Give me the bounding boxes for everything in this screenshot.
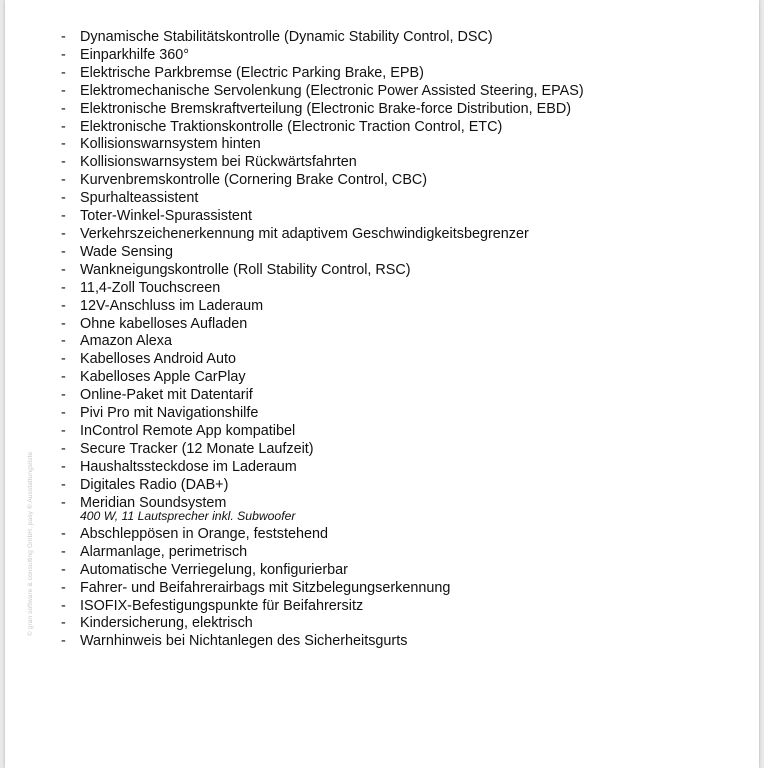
feature-label: Online-Paket mit Datentarif — [80, 387, 253, 404]
feature-list-item — [61, 262, 584, 280]
feature-label: Elektronische Traktionskontrolle (Electronic Traction Control, ETC) — [80, 118, 503, 135]
list-dash-marker: - — [61, 279, 66, 296]
feature-list-item — [61, 190, 584, 208]
feature-label: Automatische Verriegelung, konfigurierbar — [80, 561, 348, 578]
feature-label: Amazon Alexa — [80, 333, 172, 350]
feature-list-item — [61, 495, 584, 526]
list-dash-marker: - — [61, 543, 66, 560]
feature-list-item — [61, 83, 584, 101]
feature-list-item — [61, 477, 584, 495]
feature-label: Wade Sensing — [80, 243, 174, 260]
feature-label: Kindersicherung, elektrisch — [80, 615, 253, 632]
feature-list-item — [61, 633, 584, 651]
feature-list-item — [61, 333, 584, 351]
feature-list-item — [61, 154, 584, 172]
list-dash-marker: - — [61, 261, 66, 278]
feature-list-item — [61, 562, 584, 580]
feature-label: Elektromechanische Servolenkung (Electronic Power Assisted Steering, EPAS) — [80, 82, 584, 99]
list-dash-marker: - — [61, 476, 66, 493]
feature-label: Elektrische Parkbremse (Electric Parking Brake, EPB) — [80, 64, 424, 81]
feature-list-item — [61, 387, 584, 405]
list-dash-marker: - — [61, 440, 66, 457]
feature-list-item — [61, 598, 584, 616]
list-dash-marker: - — [61, 315, 66, 332]
feature-list-item — [61, 119, 584, 137]
feature-list-item — [61, 280, 584, 298]
feature-label: Einparkhilfe 360° — [80, 46, 189, 63]
list-dash-marker: - — [61, 422, 66, 439]
feature-list-item — [61, 208, 584, 226]
feature-label: Digitales Radio (DAB+) — [80, 476, 229, 493]
copyright-watermark: © gran software & consulting GmbH, pasy ® Ausstattungsliste — [27, 451, 34, 636]
list-dash-marker: - — [61, 100, 66, 117]
feature-label: Kabelloses Android Auto — [80, 351, 237, 368]
feature-list-item — [61, 423, 584, 441]
feature-list-item — [61, 441, 584, 459]
feature-list-item — [61, 226, 584, 244]
list-dash-marker: - — [61, 29, 66, 45]
feature-label: Kollisionswarnsystem bei Rückwärtsfahrten — [80, 154, 357, 171]
list-dash-marker: - — [61, 333, 66, 350]
feature-label: InControl Remote App kompatibel — [80, 422, 296, 439]
list-dash-marker: - — [61, 136, 66, 153]
feature-label: Haushaltssteckdose im Laderaum — [80, 458, 297, 475]
list-dash-marker: - — [61, 118, 66, 135]
feature-label: Elektronische Bremskraftverteilung (Electronic Brake-force Distribution, EBD) — [80, 100, 572, 117]
list-dash-marker: - — [61, 579, 66, 596]
list-dash-marker: - — [61, 494, 66, 511]
feature-list-item — [61, 47, 584, 65]
feature-list-item — [61, 172, 584, 190]
list-dash-marker: - — [61, 525, 66, 542]
list-dash-marker: - — [61, 369, 66, 386]
feature-label: Abschleppösen in Orange, feststehend — [80, 525, 329, 542]
feature-list-item — [61, 405, 584, 423]
list-dash-marker: - — [61, 387, 66, 404]
feature-label: Wankneigungskontrolle (Roll Stability Control, RSC) — [80, 261, 411, 278]
list-dash-marker: - — [61, 46, 66, 63]
list-dash-marker: - — [61, 297, 66, 314]
feature-list-item — [61, 526, 584, 544]
list-dash-marker: - — [61, 243, 66, 260]
list-dash-marker: - — [61, 405, 66, 422]
feature-list-item — [61, 316, 584, 334]
feature-detail: 400 W, 11 Lautsprecher inkl. Subwoofer — [80, 509, 296, 524]
feature-list-item — [61, 65, 584, 83]
feature-label: Pivi Pro mit Navigationshilfe — [80, 405, 259, 422]
feature-label: 12V-Anschluss im Laderaum — [80, 297, 264, 314]
list-dash-marker: - — [61, 351, 66, 368]
feature-list-item — [61, 29, 584, 47]
list-dash-marker: - — [61, 561, 66, 578]
feature-list-item — [61, 136, 584, 154]
list-dash-marker: - — [61, 615, 66, 632]
list-dash-marker: - — [61, 458, 66, 475]
feature-list-item — [61, 351, 584, 369]
feature-list-item — [61, 369, 584, 387]
list-dash-marker: - — [61, 208, 66, 225]
feature-label: Alarmanlage, perimetrisch — [80, 543, 248, 560]
feature-label: Spurhalteassistent — [80, 190, 199, 207]
feature-list-item — [61, 298, 584, 316]
list-dash-marker: - — [61, 225, 66, 242]
feature-label: Kabelloses Apple CarPlay — [80, 369, 246, 386]
feature-list-item — [61, 580, 584, 598]
list-dash-marker: - — [61, 154, 66, 171]
list-dash-marker: - — [61, 172, 66, 189]
feature-label: ISOFIX-Befestigungspunkte für Beifahrersitz — [80, 597, 364, 614]
feature-label: Toter-Winkel-Spurassistent — [80, 208, 252, 225]
feature-label: Ohne kabelloses Aufladen — [80, 315, 248, 332]
feature-list — [61, 29, 584, 651]
feature-label: Kollisionswarnsystem hinten — [80, 136, 261, 153]
feature-label: 11,4-Zoll Touchscreen — [80, 279, 221, 296]
document-page — [5, 0, 759, 768]
feature-list-item — [61, 615, 584, 633]
list-dash-marker: - — [61, 82, 66, 99]
feature-label: Verkehrszeichenerkennung mit adaptivem Geschwindigkeitsbegrenzer — [80, 225, 529, 242]
feature-list-item — [61, 459, 584, 477]
feature-list-item — [61, 544, 584, 562]
feature-list-item — [61, 244, 584, 262]
list-dash-marker: - — [61, 190, 66, 207]
feature-label: Fahrer- und Beifahrerairbags mit Sitzbelegungserkennung — [80, 579, 451, 596]
list-dash-marker: - — [61, 597, 66, 614]
feature-label: Kurvenbremskontrolle (Cornering Brake Control, CBC) — [80, 172, 428, 189]
feature-list-item — [61, 101, 584, 119]
feature-label: Dynamische Stabilitätskontrolle (Dynamic Stability Control, DSC) — [80, 29, 493, 45]
feature-label: Secure Tracker (12 Monate Laufzeit) — [80, 440, 314, 457]
list-dash-marker: - — [61, 633, 66, 650]
list-dash-marker: - — [61, 64, 66, 81]
feature-label: Meridian Soundsystem — [80, 494, 227, 511]
feature-label: Warnhinweis bei Nichtanlegen des Sicherheitsgurts — [80, 633, 408, 650]
